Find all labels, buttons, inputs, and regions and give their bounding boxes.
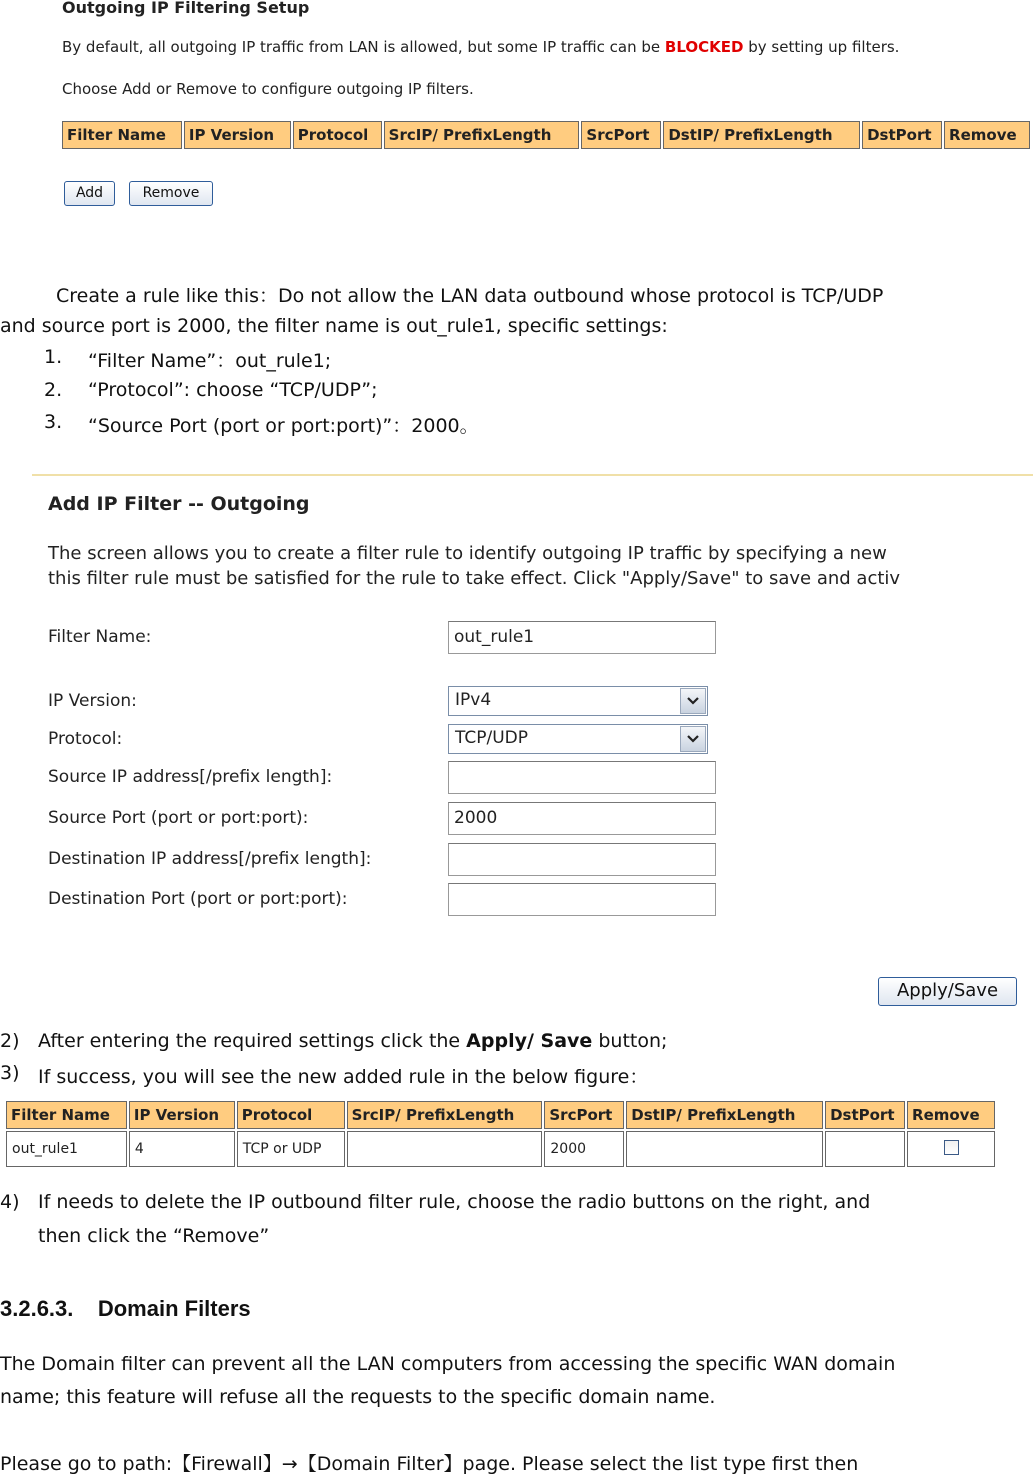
filter-name-input[interactable]: out_rule1 [448,621,716,654]
blocked-word: BLOCKED [664,38,744,56]
guide-step-text: “Source Port (port or port:port)”：2000。 [88,415,479,437]
cell-ip-version: 4 [129,1131,235,1167]
apply-save-button[interactable]: Apply/Save [878,977,1017,1006]
step2-text [38,1030,667,1052]
ip-version-label: IP Version: [48,691,137,711]
dst-port-input[interactable] [448,883,716,916]
add-filter-title: Add IP Filter -- Outgoing [48,493,310,515]
table-header-row [62,121,1030,149]
ip-version-select[interactable] [448,686,708,716]
remove-checkbox[interactable] [944,1140,959,1155]
col-srcip: SrcIP/ PrefixLength [384,121,580,149]
col-dstip: DstIP/ PrefixLength [663,121,860,149]
step2-bold: Apply/ Save [466,1030,593,1052]
section-heading: 3.2.6.3. Domain Filters [0,1296,251,1321]
panel-top-divider [32,474,1033,476]
domain-para2-line1: Please go to path:【Firewall】→【Domain Filter】page. Please select the list type first then [0,1453,859,1474]
cell-srcip [347,1131,543,1167]
result-filter-table [4,1099,997,1169]
step4-number: 4) [0,1191,20,1213]
table-row [6,1131,995,1167]
guide-intro-line2: and source port is 2000, the filter name is out_rule1, specific settings: [0,315,668,337]
step3-number: 3) [0,1062,20,1084]
col-ip-version: IP Version [129,1101,235,1129]
protocol-label: Protocol: [48,729,123,749]
src-ip-label: Source IP address[/prefix length]: [48,767,333,787]
cell-filter-name: out_rule1 [6,1131,127,1167]
step2-prefix: After entering the required settings click the [38,1030,467,1052]
col-remove: Remove [907,1101,995,1129]
chevron-down-icon[interactable] [680,688,706,714]
desc-suffix: by setting up filters. [743,38,900,56]
guide-step-number: 3. [44,411,63,433]
col-dstip: DstIP/ PrefixLength [626,1101,823,1129]
dst-ip-input[interactable] [448,843,716,876]
col-srcport: SrcPort [581,121,661,149]
col-srcport: SrcPort [544,1101,624,1129]
src-port-label: Source Port (port or port:port): [48,808,309,828]
step4-line2: then click the “Remove” [38,1225,270,1247]
domain-para1-line1: The Domain filter can prevent all the LAN computers from accessing the specific WAN domain [0,1353,896,1375]
step4-line1: If needs to delete the IP outbound filter rule, choose the radio buttons on the right, and [38,1191,871,1213]
step3-text: If success, you will see the new added rule in the below figure： [38,1066,649,1088]
guide-intro-line1: Create a rule like this：Do not allow the LAN data outbound whose protocol is TCP/UDP [56,285,884,307]
guide-step-text: “Protocol”: choose “TCP/UDP”; [88,379,378,401]
outgoing-filter-table [60,119,1032,151]
add-button[interactable]: Add [64,181,115,206]
desc-prefix: By default, all outgoing IP traffic from LAN is allowed, but some IP traffic can be [62,38,665,56]
col-dstport: DstPort [825,1101,905,1129]
protocol-value: TCP/UDP [455,728,529,748]
col-filter-name: Filter Name [62,121,182,149]
remove-button[interactable]: Remove [129,181,213,206]
col-srcip: SrcIP/ PrefixLength [347,1101,543,1129]
col-remove: Remove [944,121,1030,149]
col-protocol: Protocol [293,121,382,149]
ip-version-value: IPv4 [455,690,492,710]
table-header-row [6,1101,995,1129]
add-filter-desc-line2: this filter rule must be satisfied for the rule to take effect. Click "Apply/Save" to save and activ [48,568,901,589]
dst-ip-label: Destination IP address[/prefix length]: [48,849,372,869]
outgoing-setup-title: Outgoing IP Filtering Setup [62,0,310,17]
add-filter-desc-line1: The screen allows you to create a filter rule to identify outgoing IP traffic by specifying a new [48,543,887,564]
cell-remove [907,1131,995,1167]
outgoing-setup-instruction: Choose Add or Remove to configure outgoing IP filters. [62,80,474,98]
filter-name-label: Filter Name: [48,627,152,647]
step2-suffix: button; [592,1030,668,1052]
col-dstport: DstPort [862,121,942,149]
guide-step-number: 2. [44,379,63,401]
cell-dstip [626,1131,823,1167]
src-ip-input[interactable] [448,761,716,794]
col-protocol: Protocol [237,1101,345,1129]
cell-srcport: 2000 [544,1131,624,1167]
outgoing-setup-description [62,38,899,56]
col-ip-version: IP Version [184,121,291,149]
src-port-input[interactable]: 2000 [448,802,716,835]
cell-dstport [825,1131,905,1167]
chevron-down-icon[interactable] [680,726,706,752]
guide-step-text: “Filter Name”：out_rule1; [88,350,332,372]
step2-number: 2) [0,1030,20,1052]
domain-para1-line2: name; this feature will refuse all the requests to the specific domain name. [0,1386,716,1408]
guide-step-number: 1. [44,346,63,368]
dst-port-label: Destination Port (port or port:port): [48,889,348,909]
col-filter-name: Filter Name [6,1101,127,1129]
cell-protocol: TCP or UDP [237,1131,345,1167]
protocol-select[interactable] [448,724,708,754]
